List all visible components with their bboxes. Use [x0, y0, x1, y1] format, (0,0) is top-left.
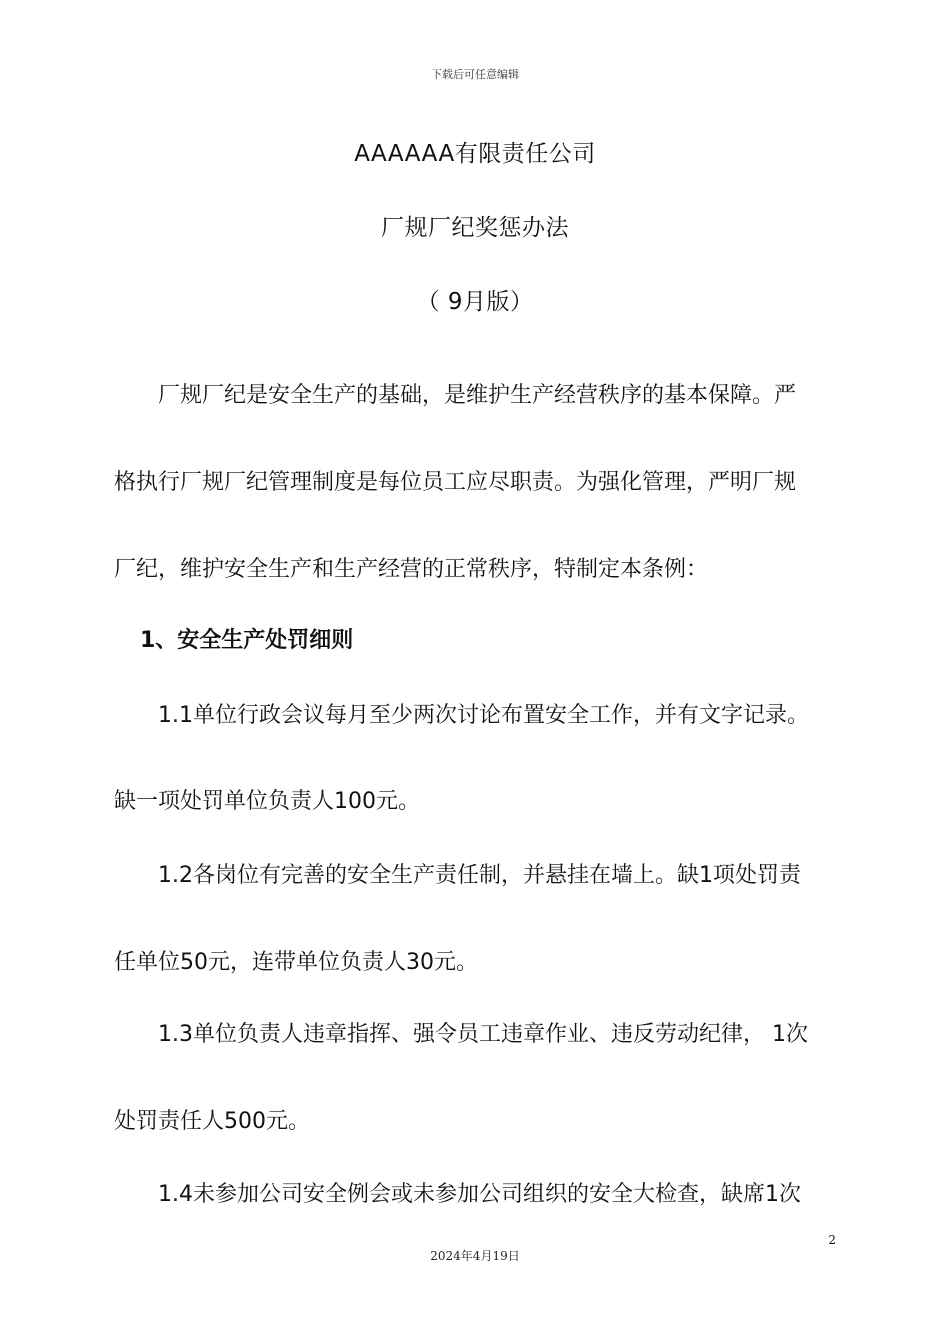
company-title: AAAAAA有限责任公司 [354, 141, 596, 167]
item-1-2-line-2: 任单位50元，连带单位负责人30元。 [114, 950, 478, 975]
item-1-3-line-2: 处罚责任人500元。 [114, 1109, 310, 1134]
intro-line-3: 厂纪，维护安全生产和生产经营的正常秩序，特制定本条例： [114, 557, 709, 582]
item-1-2-line-1: 1.2各岗位有完善的安全生产责任制，并悬挂在墙上。缺1项处罚责 [158, 863, 801, 888]
item-1-1-line-1: 1.1单位行政会议每月至少两次讨论布置安全工作，并有文字记录。 [158, 703, 809, 728]
page-number: 2 [828, 1233, 836, 1247]
item-1-4-line-1: 1.4未参加公司安全例会或未参加公司组织的安全大检查，缺席1次 [158, 1182, 801, 1207]
edition-label: （ 9月版） [416, 289, 534, 315]
footer-date: 2024年4月19日 [430, 1249, 520, 1263]
section-heading: 1、安全生产处罚细则 [140, 628, 354, 653]
item-1-1-line-2: 缺一项处罚单位负责人100元。 [114, 789, 420, 814]
page-header: 下载后可任意编辑 [431, 68, 519, 81]
intro-line-2: 格执行厂规厂纪管理制度是每位员工应尽职责。为强化管理，严明厂规 [114, 470, 797, 495]
item-1-3-line-1: 1.3单位负责人违章指挥、强令员工违章作业、违反劳动纪律， 1次 [158, 1022, 808, 1047]
intro-line-1: 厂规厂纪是安全生产的基础，是维护生产经营秩序的基本保障。严 [158, 383, 797, 408]
document-title: 厂规厂纪奖惩办法 [381, 215, 569, 241]
